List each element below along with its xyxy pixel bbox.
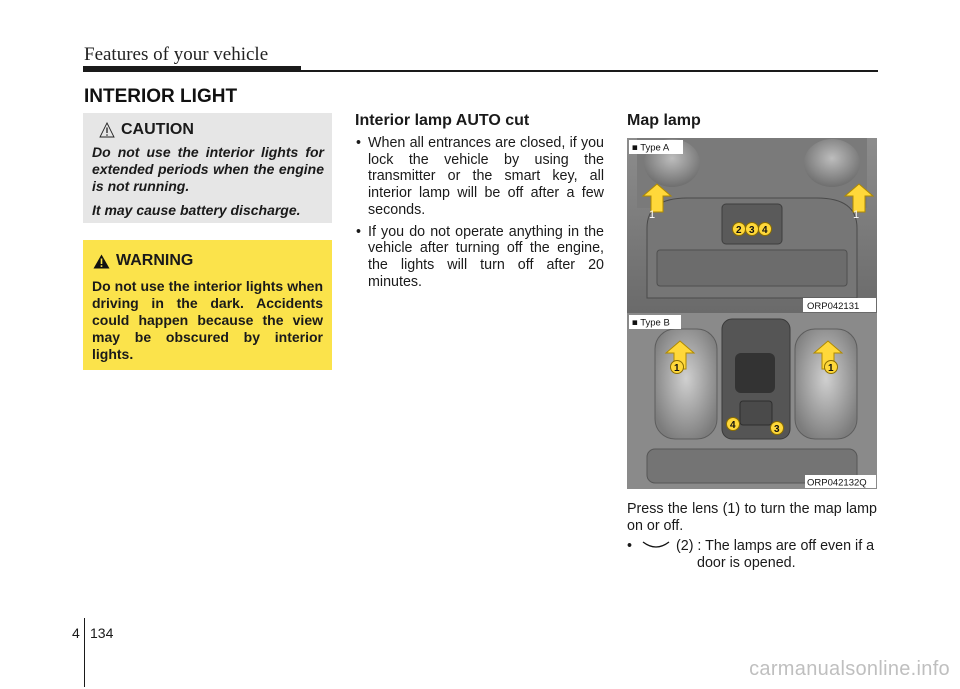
caution-text	[92, 144, 324, 226]
callout-number: 1	[674, 363, 680, 374]
header-rule	[83, 70, 878, 72]
footer-rule	[84, 618, 85, 687]
bullet-icon: •	[627, 538, 633, 554]
warning-header	[93, 252, 193, 270]
section-title: INTERIOR LIGHT	[84, 86, 238, 107]
caution-line: Do not use the interior lights for extended periods when the engine is not running.	[92, 144, 324, 194]
caution-triangle-icon	[99, 122, 115, 138]
list-item: • When all entrances are closed, if you lock the vehicle by using the transmitter or the smart key, all interior lamp will be off after a few seconds.	[356, 135, 604, 218]
figure-code: ORP042132Q	[807, 477, 867, 489]
callout-number: 1	[649, 209, 656, 221]
caution-header	[99, 121, 194, 139]
auto-cut-list	[355, 135, 604, 295]
warning-triangle-icon	[93, 254, 110, 269]
map-lamp-title: Map lamp	[627, 112, 701, 129]
callout-number: 4	[730, 420, 736, 431]
header-title: Features of your vehicle	[84, 44, 269, 65]
chapter-number: 4	[72, 625, 80, 641]
callout-number: 1	[828, 363, 834, 374]
figure-type-label: ■ Type A	[632, 142, 670, 154]
callout-number: 3	[774, 424, 780, 435]
map-lamp-type-a-figure	[627, 138, 877, 313]
map-lamp-type-b-figure	[627, 313, 877, 489]
warning-box	[83, 240, 332, 370]
list-item: • If you do not operate anything in the vehicle after turning off the engine, the lights will turn off after 20 minutes.	[356, 223, 604, 290]
auto-cut-title: Interior lamp AUTO cut	[355, 112, 530, 129]
caution-line: It may cause battery discharge.	[92, 202, 301, 218]
map-lamp-body: Press the lens (1) to turn the map lamp on or off.	[627, 501, 877, 534]
caution-box	[83, 113, 332, 223]
caution-label: CAUTION	[121, 121, 194, 138]
callout-number: 2	[736, 225, 742, 236]
watermark: carmanualsonline.info	[749, 658, 950, 680]
page-number: 134	[90, 625, 114, 641]
callout-number: 4	[762, 225, 768, 236]
bullet-icon: •	[356, 135, 362, 151]
bullet-icon: •	[356, 223, 362, 240]
warning-text: Do not use the interior lights when driving in the dark. Accidents could happen because the view may be obscured by interior lights.	[92, 278, 323, 362]
callout-number: 3	[749, 225, 755, 236]
warning-label: WARNING	[116, 252, 194, 269]
map-lamp-bullet: • (2) : The lamps are off even if a door is opened.	[627, 538, 875, 571]
figure-code: ORP042131	[807, 301, 860, 312]
door-switch-icon	[642, 540, 670, 552]
figure-type-label: ■ Type B	[632, 317, 670, 329]
callout-number: 1	[853, 209, 860, 221]
